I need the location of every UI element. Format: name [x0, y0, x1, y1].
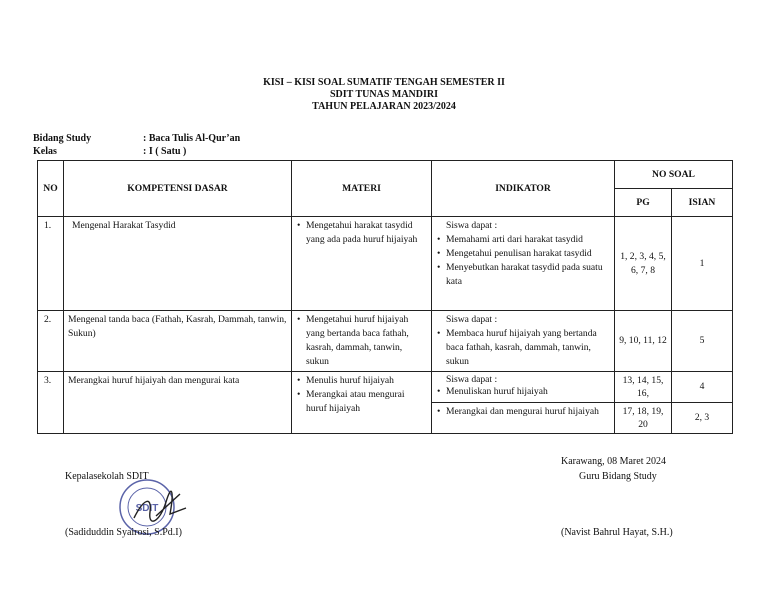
- header-indikator: INDIKATOR: [432, 161, 615, 217]
- row-isian: 1: [672, 217, 733, 311]
- indikator-item: • Mengetahui penulisan harakat tasydid: [446, 247, 610, 261]
- header-pg: PG: [615, 189, 672, 217]
- indikator-item: • Menyebutkan harakat tasydid pada suatu kata: [446, 261, 610, 289]
- row-kompetensi: Mengenal Harakat Tasydid: [64, 217, 292, 311]
- meta-bidang: [33, 133, 240, 144]
- kelas-value: : I ( Satu ): [143, 146, 187, 157]
- materi-item: • Menulis huruf hijaiyah: [306, 374, 427, 388]
- row-isian: 4: [672, 372, 733, 403]
- row-isian: 2, 3: [672, 403, 733, 434]
- header-no: NO: [38, 161, 64, 217]
- row-pg: 13, 14, 15, 16,: [615, 372, 672, 403]
- left-signatory-name: (Sadiduddin Syairosi, S.Pd.I): [65, 527, 182, 538]
- row-kompetensi: Merangkai huruf hijaiyah dan mengurai kata: [64, 372, 292, 434]
- table-row: [38, 217, 733, 311]
- row-no: 3.: [38, 372, 64, 434]
- row-pg: 17, 18, 19, 20: [615, 403, 672, 434]
- row-materi: [292, 217, 432, 311]
- place-date: Karawang, 08 Maret 2024: [561, 456, 666, 467]
- kisi-kisi-table: [37, 160, 733, 434]
- academic-year: TAHUN PELAJARAN 2023/2024: [312, 101, 456, 112]
- materi-item: • Merangkai atau mengurai huruf hijaiyah: [306, 388, 427, 416]
- stamp-text: SDIT: [135, 503, 159, 514]
- row-indikator: [432, 311, 615, 372]
- right-signatory-title: Guru Bidang Study: [579, 471, 657, 482]
- materi-item: • Mengetahui huruf hijaiyah yang bertanda baca fathah, kasrah, dammah, tanwin, sukun: [306, 313, 427, 369]
- bidang-label: Bidang Study: [33, 133, 92, 144]
- materi-item: • Mengetahui harakat tasydid yang ada pada huruf hijaiyah: [306, 219, 427, 247]
- indikator-item: • Memahami arti dari harakat tasydid: [446, 233, 610, 247]
- row-pg: 1, 2, 3, 4, 5, 6, 7, 8: [615, 217, 672, 311]
- row-pg: 9, 10, 11, 12: [615, 311, 672, 372]
- row-no: 1.: [38, 217, 64, 311]
- row-no: 2.: [38, 311, 64, 372]
- right-signatory-name: (Navist Bahrul Hayat, S.H.): [561, 527, 673, 538]
- table-row: [38, 311, 733, 372]
- row-kompetensi: Mengenal tanda baca (Fathah, Kasrah, Dammah, tanwin, Sukun): [64, 311, 292, 372]
- row-materi: [292, 311, 432, 372]
- header-no-soal: NO SOAL: [615, 161, 733, 189]
- indikator-intro: Siswa dapat :: [446, 374, 498, 385]
- bidang-value: : Baca Tulis Al-Qur’an: [143, 133, 241, 144]
- header-kompetensi: KOMPETENSI DASAR: [64, 161, 292, 217]
- row-isian: 5: [672, 311, 733, 372]
- left-signatory-title: Kepalasekolah SDIT: [65, 471, 149, 482]
- indikator-intro: Siswa dapat :: [446, 314, 498, 325]
- handwritten-signature: [130, 488, 190, 528]
- row-indikator: [432, 372, 615, 403]
- row-indikator: [432, 403, 615, 434]
- header-isian: ISIAN: [672, 189, 733, 217]
- row-indikator: [432, 217, 615, 311]
- document-title: KISI – KISI SOAL SUMATIF TENGAH SEMESTER II: [263, 77, 505, 88]
- row-materi: [292, 372, 432, 434]
- table-row: [38, 372, 733, 403]
- header-materi: MATERI: [292, 161, 432, 217]
- kelas-label: Kelas: [33, 146, 57, 157]
- indikator-item: • Merangkai dan mengurai huruf hijaiyah: [446, 405, 610, 418]
- indikator-item: • Menuliskan huruf hijaiyah: [446, 386, 610, 398]
- school-name: SDIT TUNAS MANDIRI: [330, 89, 438, 100]
- indikator-item: • Membaca huruf hijaiyah yang bertanda baca fathah, kasrah, dammah, tanwin, sukun: [446, 327, 610, 369]
- meta-kelas: [33, 146, 186, 157]
- indikator-intro: Siswa dapat :: [446, 220, 498, 231]
